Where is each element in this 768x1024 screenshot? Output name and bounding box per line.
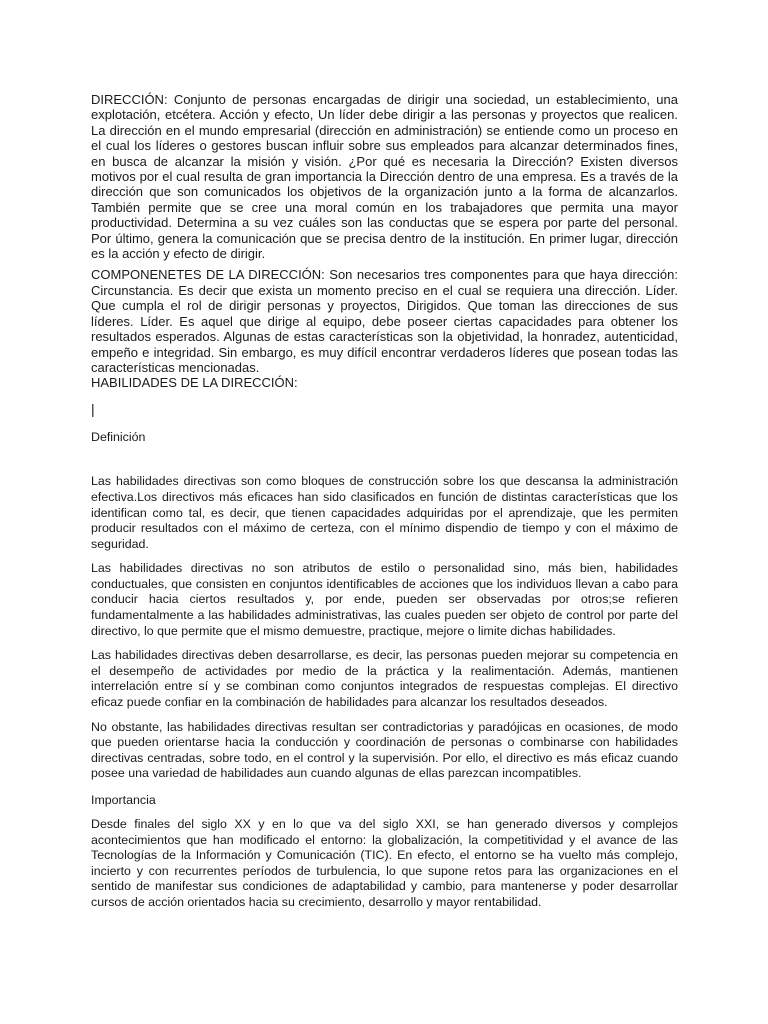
paragraph-definicion-4: No obstante, las habilidades directivas resultan ser contradictorias y paradójicas en ocasiones, de modo que pueden orientarse hacia la conducción y coordinación de personas o combinarse con habilidades directivas centradas, sobre todo, en el control y la supervisión. Por ello, el directivo es más eficaz cuando posee una variedad de habilidades aun cuando algunas de ellas parezcan incompatibles. xyxy=(91,719,678,781)
paragraph-importancia: Desde finales del siglo XX y en lo que va del siglo XXI, se han generado diversos y complejos acontecimientos que han modificado el entorno: la globalización, la competitividad y el avance de las Tecnologías de la Información y Comunicación (TIC). En efecto, el entorno se ha vuelto más complejo, incierto y con recurrentes períodos de turbulencia, lo que supone retos para las organizaciones en el sentido de manifestar sus condiciones de adaptabilidad y cambio, para mantenerse y poder desarrollar cursos de acción orientados hacia su crecimiento, desarrollo y mayor rentabilidad. xyxy=(91,817,678,909)
paragraph-direccion: DIRECCIÓN: Conjunto de personas encargadas de dirigir una sociedad, un establecimiento, una explotación, etcétera. Acción y efecto, Un líder debe dirigir a las personas y proyectos que realicen. La dirección en el mundo empresarial (dirección en administración) se entiende como un proceso en el cual los líderes o gestores buscan influir sobre sus empleados para alcanzar determinados fines, en busca de alcanzar la misión y visión. ¿Por qué es necesaria la Dirección? Existen diversos motivos por el cual resulta de gran importancia la Dirección dentro de una empresa. Es a través de la dirección que son comunicados los objetivos de la organización junto a la forma de alcanzarlos. También permite que se cree una moral común en los trabajadores que permita una mayor productividad. Determina a su vez cuáles son las conductas que se espera por parte del personal. Por último, genera la comunicación que se precisa dentro de la institución. En primer lugar, dirección es la acción y efecto de dirigir. xyxy=(91,92,678,262)
paragraph-definicion-1: Las habilidades directivas son como bloques de construcción sobre los que descansa la administración efectiva.Los directivos más eficaces han sido clasificados en función de distintas características que los identifican como tal, es decir, que tienen capacidades adquiridas por el aprendizaje, que les permiten producir resultados con el máximo de certeza, con el mínimo dispendio de tiempo y con el máximo de seguridad. xyxy=(91,474,678,551)
paragraph-definicion-2: Las habilidades directivas no son atributos de estilo o personalidad sino, más bien, habilidades conductuales, que consisten en conjuntos identificables de acciones que los individuos llevan a cabo para conducir hacia ciertos resultados y, por ende, pueden ser observadas por otros;se refieren fundamentalmente a las habilidades administrativas, las cuales pueden ser objeto de control por parte del directivo, lo que permite que el mismo demuestre, practique, mejore o limite dichas habilidades. xyxy=(91,561,678,638)
subheading-definicion: Definición xyxy=(91,430,146,445)
paragraph-componentes: COMPONENETES DE LA DIRECCIÓN: Son necesarios tres componentes para que haya dirección: Circunstancia. Es decir que exista un momento preciso en el cual se requiera una dirección. Líder. Que cumpla el rol de dirigir personas y proyectos, Dirigidos. Que toman las direcciones de sus líderes. Líder. Es aquel que dirige al equipo, debe poseer ciertas capacidades para obtener los resultados esperados. Algunas de estas características son la objetividad, la honradez, autenticidad, empeño e integridad. Sin embargo, es muy difícil encontrar verdaderos líderes que posean todas las características mencionadas. xyxy=(91,267,678,375)
subheading-importancia: Importancia xyxy=(91,793,156,807)
paragraph-definicion-3: Las habilidades directivas deben desarrollarse, es decir, las personas pueden mejorar su competencia en el desempeño de actividades por medio de la práctica y la realimentación. Además, mantienen interrelación entre sí y se combinan como conjuntos integrados de respuestas complejas. El directivo eficaz puede confiar en la combinación de habilidades para alcanzar los resultados deseados. xyxy=(91,648,678,710)
section-heading-habilidades: HABILIDADES DE LA DIRECCIÓN: xyxy=(91,375,298,391)
document-page xyxy=(91,92,678,911)
text-cursor: | xyxy=(91,401,95,418)
